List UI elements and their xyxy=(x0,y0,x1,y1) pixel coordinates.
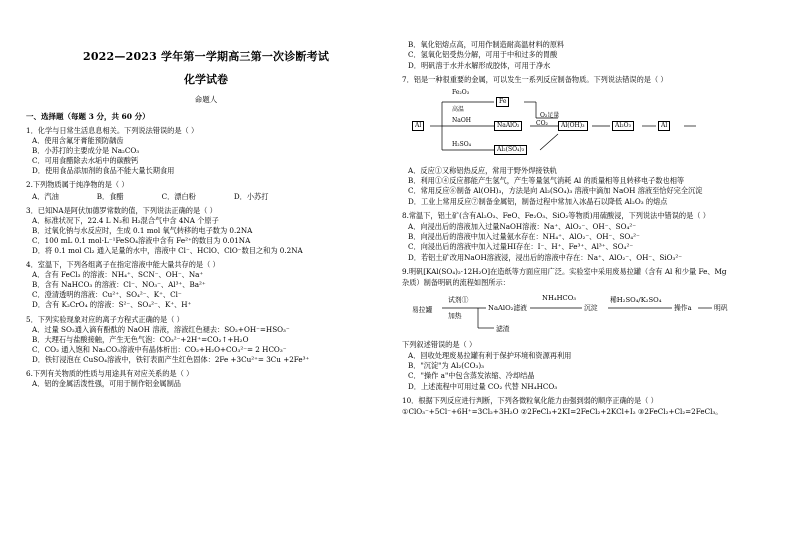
flow-operation: 操作a xyxy=(674,304,692,313)
flow-source: 易拉罐 xyxy=(412,306,433,315)
q2-option-c: C．漂白粉 xyxy=(161,191,196,201)
node-al-right: Al xyxy=(658,121,670,131)
q8-option-a: A．向浸出后的溶液加入过量NaOH溶液：Na⁺、AlO₂⁻、OH⁻、SO₄²⁻ xyxy=(408,221,637,231)
exam-subtitle: 化学试卷 xyxy=(184,73,228,86)
q3-option-c: C．100 mL 0.1 mol·L⁻¹FeSO₄溶液中含有 Fe²⁺的数目为 0.01NA xyxy=(32,235,251,245)
q3-option-a: A．标准状况下，22.4 L N₂和 H₂混合气中含 4NA 个原子 xyxy=(32,215,219,225)
q7-option-a: A．反应①又称铝热反应，常用于野外焊接铁轨 xyxy=(408,165,557,175)
q4-option-c: C．澄清透明的溶液：Cu²⁺、SO₄²⁻、K⁺、Cl⁻ xyxy=(32,290,182,300)
question-6: 6.下列有关物质的性质与用途具有对应关系的是（ ） xyxy=(26,368,194,378)
q5-option-b: B．大理石与盐酸接触，产生无色气泡：CO₃²⁻+2H⁺=CO₂↑+H₂O xyxy=(32,334,249,344)
q2-option-d: D．小苏打 xyxy=(233,191,269,201)
q8-option-b: B．向浸出后的溶液中加入过量氨水存在：NH₄⁺、AlO₂⁻、OH⁻、SO₄²⁻ xyxy=(408,232,640,242)
q6-option-c: C．氢氧化铝受热分解，可用于中和过多的胃酸 xyxy=(408,50,558,60)
flow-reagent: 试剂① xyxy=(448,296,469,305)
flow-nh4hco3: NH₄HCO₃ xyxy=(542,294,577,303)
left-column xyxy=(26,0,386,549)
node-al2so43: Al₂(SO₄)₃ xyxy=(494,145,527,155)
flow-acid: 稀H₂SO₄/K₂SO₄ xyxy=(610,296,662,305)
question-9: 9.明矾[KAl(SO₄)₂·12H₂O]在造纸等方面应用广泛。实验室中采用废易拉罐（含有 Al 和少量 Fe、Mg xyxy=(402,267,727,277)
q7-option-c: C．常用反应⑥制备 Al(OH)₃，方法是向 Al₂(SO₄)₃ 溶液中滴加 NaOH 溶液至恰好完全沉淀 xyxy=(408,186,703,196)
q8-option-d: D．若铝土矿改用NaOH溶液浸，浸出后的溶液中存在：Na⁺、AlO₂⁻、OH⁻、SiO₃²⁻ xyxy=(408,252,683,262)
node-fe: Fe xyxy=(496,97,509,107)
label-fe2o3: Fe₂O₃ xyxy=(452,88,470,96)
q5-option-c: C．CO₂ 通入饱和 Na₂CO₃溶液中有晶体析出：CO₂+H₂O+CO₃²⁻= 2 HCO₃⁻ xyxy=(32,344,287,354)
q7-option-b: B．利用①④反应都能产生氢气，产生等量氢气消耗 Al 的质量相等且转移电子数也相等 xyxy=(408,176,685,186)
q5-option-a: A．过量 SO₂通入滴有酚酞的 NaOH 溶液，溶液红色褪去：SO₂+OH⁻=HSO₃⁻ xyxy=(32,324,290,334)
question-2: 2.下列物质属于纯净物的是（ ） xyxy=(26,180,129,190)
q8-option-c: C．向浸出后的溶液中加入过量HI存在：I⁻、H⁺、Fe³⁺、Al³⁺、SO₄²⁻ xyxy=(408,242,634,252)
q6-option-d: D．明矾溶于水并水解形成胶体，可用于净水 xyxy=(408,60,551,70)
q9-option-c: C．"操作 a"中包含蒸发浓缩、冷却结晶 xyxy=(408,371,535,381)
q10-reactions: ①ClO₃⁻+5Cl⁻+6H⁺=3Cl₂+3H₂O ②2FeCl₃+2KI=2FeCl₂+2KCl+I₂ ③2FeCl₂+Cl₂=2FeCl₃。 xyxy=(402,406,723,416)
question-7: 7．铝是一种很重要的金属，可以发生一系列反应制备物质。下列说法错误的是（ ） xyxy=(402,75,668,85)
label-h2so4: H₂SO₄ xyxy=(452,140,472,148)
question-9-cont: 杂质）制备明矾的流程如图所示： xyxy=(402,277,510,287)
q4-option-b: B．含有 NaHCO₃ 的溶液：Cl⁻、NO₃⁻、Al³⁺、Ba²⁺ xyxy=(32,280,206,290)
node-aloh3: Al(OH)₃ xyxy=(558,121,588,131)
flow-residue: 滤渣 xyxy=(496,325,510,334)
question-8: 8.常温下，铝土矿(含有Al₂O₃、FeO、Fe₂O₃、SiO₂等物质)用硫酸浸，下列说法中错误的是（ ） xyxy=(402,211,710,221)
q1-option-b: B．小苏打的主要成分是 Na₂CO₃ xyxy=(32,146,140,156)
q3-option-b: B．过氧化钠与水反应时，生成 0.1 mol 氧气转移的电子数为 0.2NA xyxy=(32,225,253,235)
q9-option-a: A．回收处理废易拉罐有利于保护环境和资源再利用 xyxy=(408,350,572,360)
exam-title: 2022—2023 学年第一学期高三第一次诊断考试 xyxy=(82,50,330,63)
q1-option-d: D．使用食品添加剂的食品不能大量长期食用 xyxy=(32,166,175,176)
right-column xyxy=(402,0,772,549)
node-al2o3: Al₂O₃ xyxy=(612,121,634,131)
q5-option-d: D．铁钉浸泡在 CuSO₄溶液中，铁钉表面产生红色固体：2Fe +3Cu²⁺= 3Cu +2Fe³⁺ xyxy=(32,354,310,364)
q1-option-c: C．可用食醋除去水垢中的碳酸钙 xyxy=(32,156,139,166)
question-1: 1．化学与日常生活息息相关。下列说法错误的是（ ） xyxy=(26,126,199,135)
label-gaowen: 高温 xyxy=(452,105,465,113)
aluminum-reaction-diagram xyxy=(412,90,772,162)
q6-option-b: B．氧化铝熔点高，可用作制造耐高温材料的原料 xyxy=(408,40,565,49)
question-10: 10．根据下列反应进行判断，下列各微粒氧化能力由强到弱的顺序正确的是（ ） xyxy=(402,396,658,406)
author-label: 命题人 xyxy=(194,95,218,104)
q4-option-d: D．含有 K₂CrO₄ 的溶液：S²⁻、SO₄²⁻、K⁺、H⁺ xyxy=(32,300,192,310)
question-4: 4．室温下，下列各组离子在指定溶液中能大量共存的是（ ） xyxy=(26,260,220,270)
q9-option-d: D．上述流程中可用过量 CO₂ 代替 NH₄HCO₃ xyxy=(408,381,558,391)
question-5: 5．下列实验现象对应的离子方程式正确的是（ ） xyxy=(26,314,184,324)
flow-precipitate: 沉淀 xyxy=(584,304,598,313)
label-o2: O₂足量 xyxy=(540,111,560,119)
q7-option-d: D．工业上常用反应⑦制备金属铝，制备过程中常加入冰晶石以降低 Al₂O₃ 的熔点 xyxy=(408,196,668,206)
q3-option-d: D．将 0.1 mol Cl₂ 通入足量的水中，溶液中 Cl⁻、HClO、ClO⁻数目之和为 0.2NA xyxy=(32,245,303,255)
q9-stem: 下列叙述错误的是（ ） xyxy=(402,340,477,350)
q6-option-a: A．铝的金属活泼性强，可用于制作铝金属制品 xyxy=(32,379,181,389)
flow-product: 明矾 xyxy=(714,304,728,313)
q1-option-a: A．使用含氟牙膏能预防龋齿 xyxy=(32,136,124,146)
node-naalo2: NaAlO₂ xyxy=(494,121,522,131)
q9-option-b: B．"沉淀"为 Al₂(CO₃)₃ xyxy=(408,360,485,370)
flow-heat: 加热 xyxy=(448,312,462,321)
section-heading: 一、选择题（每题 3 分，共 60 分） xyxy=(26,112,150,121)
q2-option-a: A．汽油 xyxy=(32,191,59,201)
question-3: 3．已知NA是阿伏加德罗常数的值，下列说法正确的是（ ） xyxy=(26,205,217,215)
node-al-left: Al xyxy=(412,121,424,131)
q4-option-a: A．含有 FeCl₃ 的溶液：NH₄⁺、SCN⁻、OH⁻、Na⁺ xyxy=(32,270,204,280)
label-co2: CO₂ xyxy=(536,119,548,127)
flow-filtrate: NaAlO₂滤液 xyxy=(488,304,527,313)
alum-process-flow xyxy=(412,292,772,336)
q2-option-b: B．食醋 xyxy=(96,191,124,201)
label-naoh: NaOH xyxy=(452,116,471,124)
q2-options xyxy=(26,191,386,202)
